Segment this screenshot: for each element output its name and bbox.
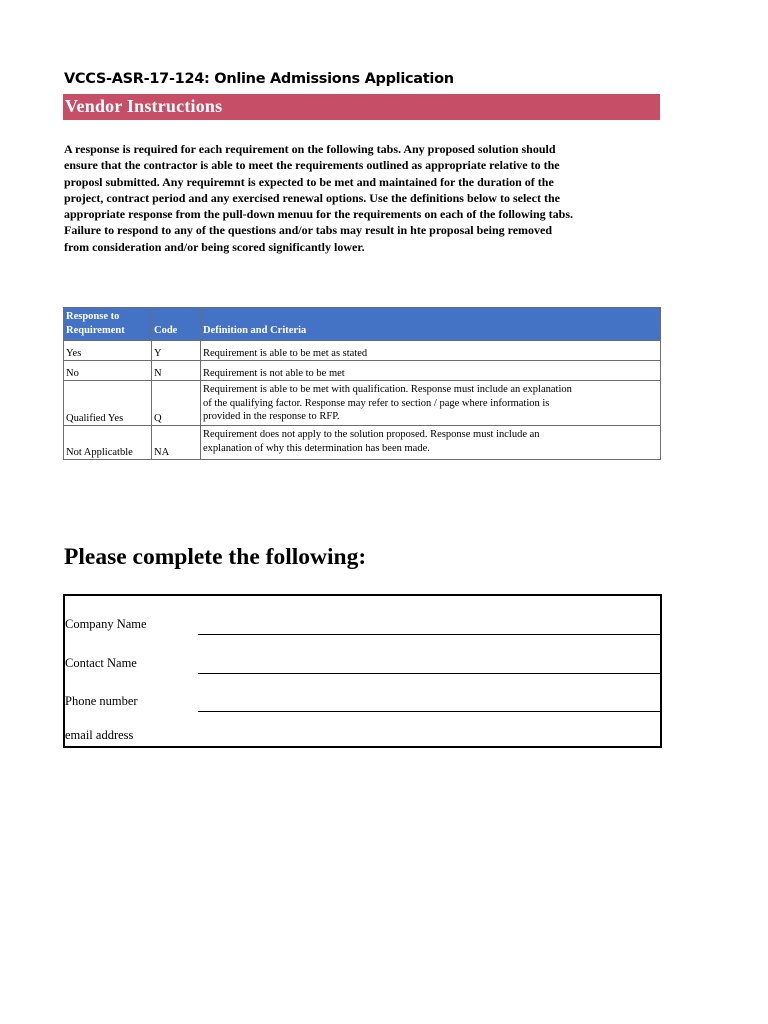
definition-cell [201, 381, 661, 426]
section-title: Vendor Instructions [65, 96, 223, 116]
instructions-line: project, contract period and any exercised renewal options. Use the definitions below to select the [64, 190, 560, 205]
contact-name-label: Contact Name [65, 656, 137, 670]
table-row [64, 426, 661, 460]
header-response-line: Requirement [66, 325, 125, 336]
header-code: Code [152, 308, 201, 341]
document-title: VCCS-ASR-17-124: Online Admissions Application [64, 71, 454, 87]
vendor-info-form [63, 594, 662, 748]
definition-cell [201, 341, 661, 361]
header-definition: Definition and Criteria [201, 308, 661, 341]
phone-number-field[interactable] [198, 711, 660, 712]
definition-line: Requirement is not able to be met [203, 367, 345, 379]
definition-line: of the qualifying factor. Response may refer to section / page where information is [203, 397, 550, 409]
instructions-line: proposl submitted. Any requiremnt is expected to be met and maintained for the duration of the [64, 174, 554, 189]
code-cell: Q [152, 381, 201, 426]
code-cell: NA [152, 426, 201, 460]
instructions-paragraph [64, 141, 660, 255]
table-row [64, 341, 661, 361]
instructions-line: A response is required for each requirement on the following tabs. Any proposed solution should [64, 142, 556, 156]
instructions-line: ensure that the contractor is able to meet the requirements outlined as appropriate relative to the [64, 158, 560, 173]
definition-line: Requirement is able to be met as stated [203, 347, 368, 359]
definition-line: Requirement does not apply to the solution proposed. Response must include an [203, 429, 540, 440]
table-row [64, 361, 661, 381]
response-cell: Yes [64, 341, 152, 361]
definition-line: explanation of why this determination has been made. [203, 442, 430, 454]
header-response [64, 308, 152, 341]
table-header-row [64, 308, 661, 341]
code-cell: N [152, 361, 201, 381]
header-response-line: Response to [66, 311, 120, 322]
instructions-line: appropriate response from the pull-down menuu for the requirements on each of the following tabs. [64, 207, 574, 222]
definition-cell [201, 426, 661, 460]
table-row [64, 381, 661, 426]
instructions-line: from consideration and/or being scored significantly lower. [64, 239, 365, 254]
code-cell: Y [152, 341, 201, 361]
instructions-line: Failure to respond to any of the questions and/or tabs may result in hte proposal being removed [64, 223, 553, 238]
definition-line: Requirement is able to be met with qualification. Response must include an explanation [203, 384, 572, 395]
form-heading: Please complete the following: [64, 544, 367, 570]
email-address-label: email address [65, 728, 134, 742]
company-name-field[interactable] [198, 634, 660, 635]
phone-number-label: Phone number [65, 694, 138, 708]
response-cell: Not Applicatble [64, 426, 152, 460]
definition-line: provided in the response to RFP. [203, 411, 340, 422]
response-cell: No [64, 361, 152, 381]
definition-cell [201, 361, 661, 381]
response-definitions-table [63, 307, 661, 460]
contact-name-field[interactable] [198, 673, 660, 674]
company-name-label: Company Name [65, 617, 147, 631]
section-header-band [63, 94, 660, 120]
response-cell: Qualified Yes [64, 381, 152, 426]
